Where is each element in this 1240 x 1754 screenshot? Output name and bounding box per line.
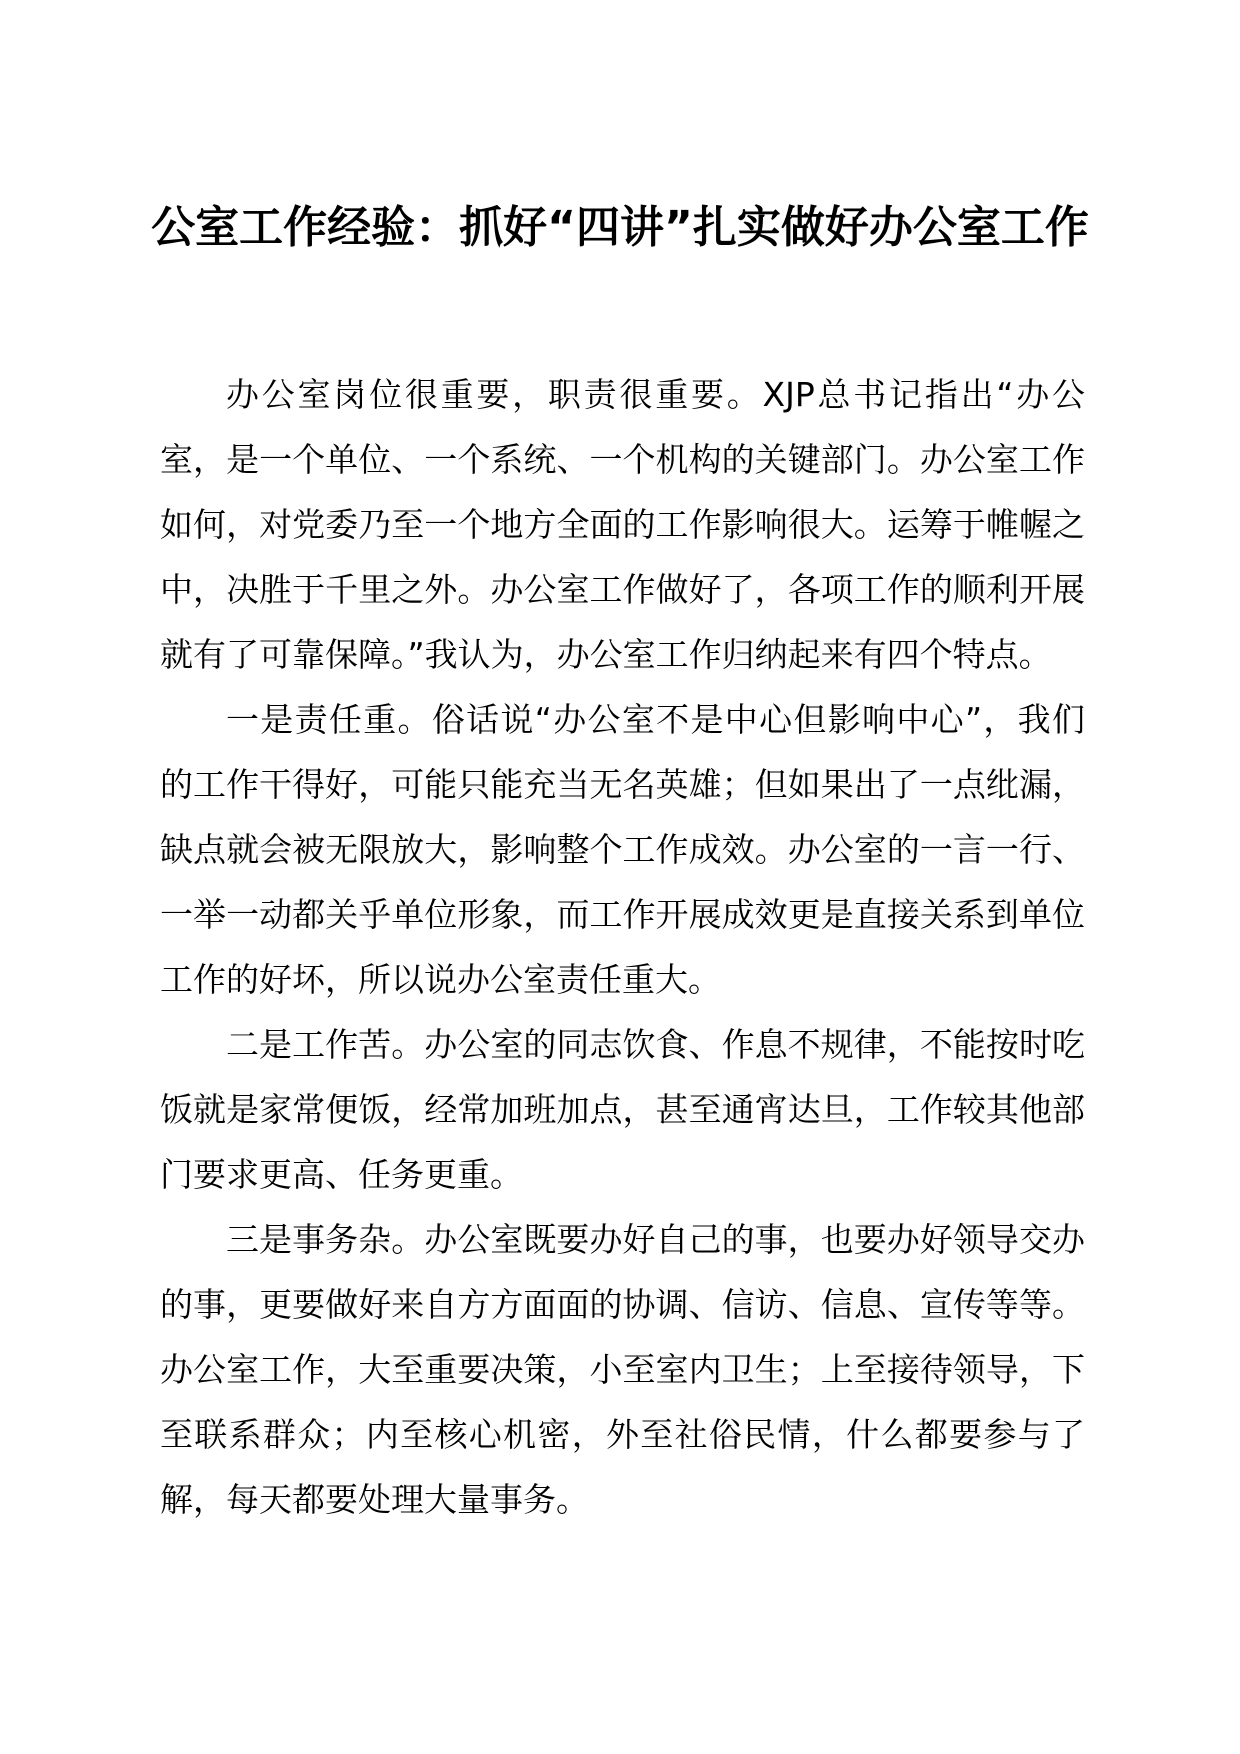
document-body (160, 362, 1085, 1532)
paragraph-responsibility: 一是责任重。俗话说“办公室不是中心但影响中心”，我们的工作干得好，可能只能充当无名英雄；但如果出了一点纰漏，缺点就会被无限放大，影响整个工作成效。办公室的一言一行、一举一动都关乎单位形象，而工作开展成效更是直接关系到单位工作的好坏，所以说办公室责任重大。 (160, 700, 1085, 999)
paragraph-intro: 办公室岗位很重要，职责很重要。XJP总书记指出“办公室，是一个单位、一个系统、一个机构的关键部门。办公室工作如何，对党委乃至一个地方全面的工作影响很大。运筹于帷幄之中，决胜于千里之外。办公室工作做好了，各项工作的顺利开展就有了可靠保障。”我认为，办公室工作归纳起来有四个特点。 (160, 375, 1085, 674)
document-title: 公室工作经验：抓好“四讲”扎实做好办公室工作 (151, 202, 1089, 253)
paragraph-hardship: 二是工作苦。办公室的同志饮食、作息不规律，不能按时吃饭就是家常便饭，经常加班加点，甚至通宵达旦，工作较其他部门要求更高、任务更重。 (160, 1025, 1085, 1194)
paragraph-affairs: 三是事务杂。办公室既要办好自己的事，也要办好领导交办的事，更要做好来自方方面面的协调、信访、信息、宣传等等。办公室工作，大至重要决策，小至室内卫生；上至接待领导，下至联系群众；内至核心机密，外至社俗民情，什么都要参与了解，每天都要处理大量事务。 (160, 1220, 1085, 1519)
